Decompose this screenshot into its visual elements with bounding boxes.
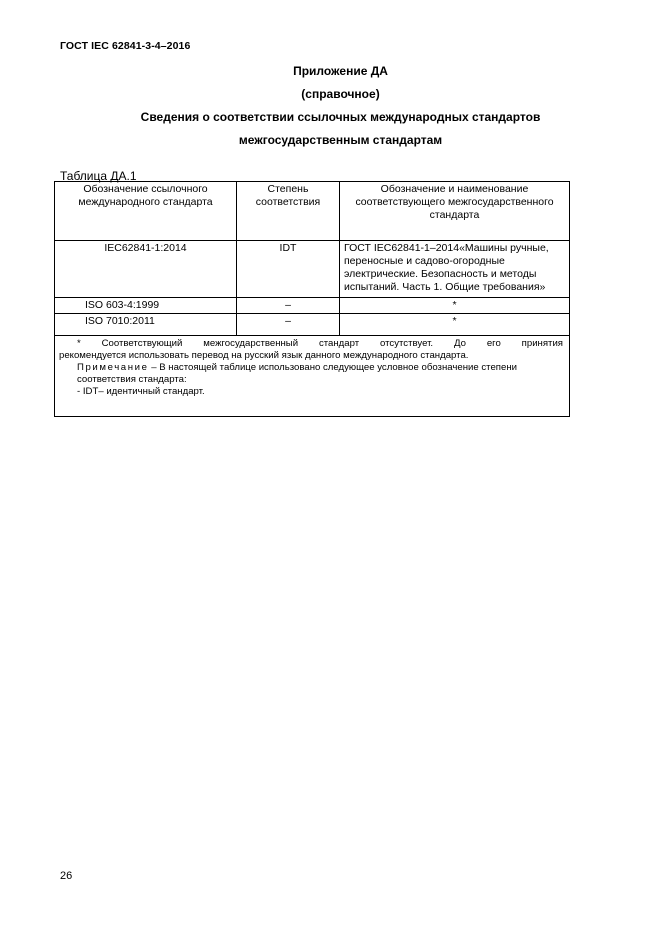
note-paragraph (59, 362, 563, 386)
table-row (55, 314, 570, 336)
header-intl-standard: Обозначение ссылочного международного стандарта (55, 182, 237, 241)
appendix-title-line2: межгосударственным стандартам (238, 133, 443, 147)
table-notes (55, 336, 570, 417)
page-number: 26 (60, 870, 73, 882)
footnote-line2: рекомендуется использовать перевод на русский язык данного международного стандарта. (59, 350, 469, 361)
correspondence-table (54, 181, 570, 417)
table-row (55, 298, 570, 314)
header-interstate-standard: Обозначение и наименование соответствующего межгосударственного стандарта (340, 182, 570, 241)
cell-corresponding: ГОСТ IEC62841-1–2014«Машины ручные, переносные и садово-огородные электрические. Безопасность и методы испытаний. Часть 1. Общие требования» (340, 241, 570, 298)
footnote-line1: * Соответствующий межгосударственный стандарт отсутствует. До его принятия (77, 338, 563, 349)
document-code: ГОСТ IEC 62841-3-4–2016 (60, 40, 191, 52)
table-header-row (55, 182, 570, 241)
cell-degree: IDT (237, 241, 340, 298)
appendix-title: Приложение ДА (293, 64, 388, 78)
appendix-kind: (справочное) (301, 87, 380, 101)
idt-definition: - IDT– идентичный стандарт. (77, 386, 205, 397)
note-label: Примечание (77, 362, 149, 373)
cell-corresponding: * (340, 298, 570, 314)
cell-degree: – (237, 314, 340, 336)
table-notes-row (55, 336, 570, 417)
table-caption: Таблица ДА.1 (60, 169, 137, 183)
cell-std: IEC62841-1:2014 (55, 241, 237, 298)
cell-std: ISO 7010:2011 (55, 314, 237, 336)
cell-corresponding: * (340, 314, 570, 336)
table-row (55, 241, 570, 298)
header-degree: Степень соответствия (237, 182, 340, 241)
cell-std: ISO 603-4:1999 (55, 298, 237, 314)
note-text: – В настоящей таблице использовано следующее условное обозначение степени соответствия стандарта: (77, 362, 517, 385)
cell-degree: – (237, 298, 340, 314)
appendix-title-line1: Сведения о соответствии ссылочных международных стандартов (140, 110, 541, 124)
